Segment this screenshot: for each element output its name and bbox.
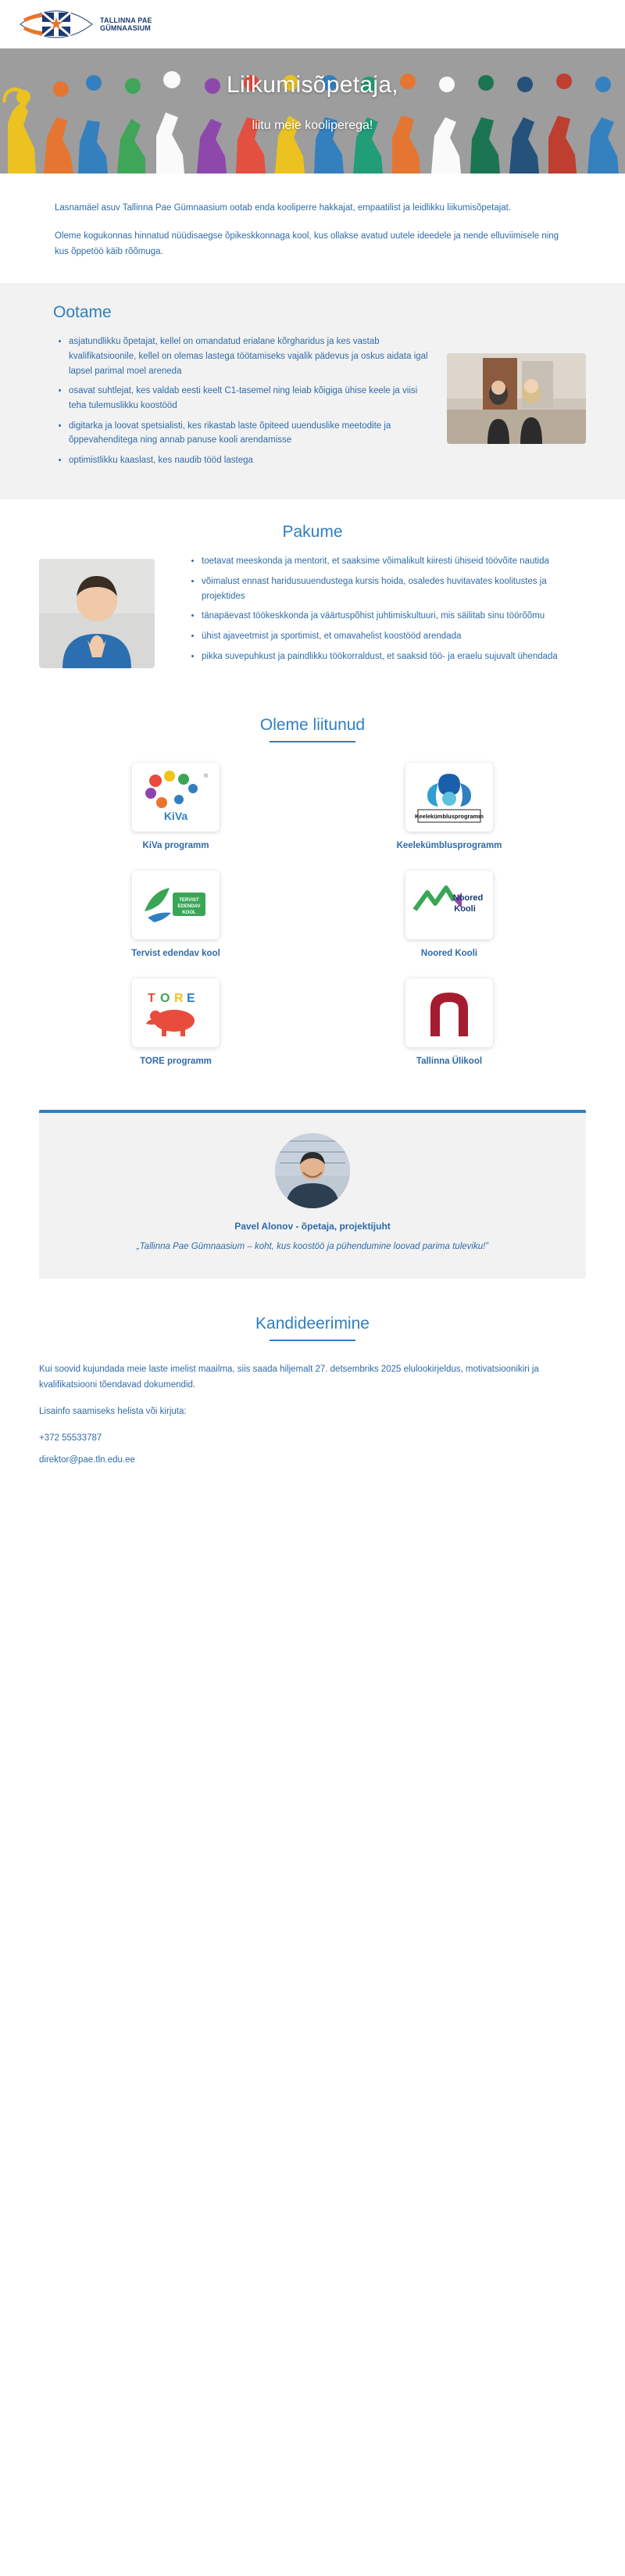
- testimonial-name: Pavel Alonov - õpetaja, projektijuht: [234, 1221, 391, 1233]
- testimonial-quote: „Tallinna Pae Gümnaasium – koht, kus koostöö ja pühendumine loovad parima tuleviku!”: [136, 1242, 489, 1252]
- school-crest-icon: [19, 6, 94, 42]
- hero-text: [0, 48, 625, 133]
- offer-title: Pakume: [282, 523, 343, 542]
- intro-paragraph-1: Lasnamäel asuv Tallinna Pae Gümnaasium ootab enda kooliperre hakkajat, empaatilist ja leidlikku liikumisõpetajat.: [55, 203, 512, 213]
- partner-logo-card: [132, 763, 220, 832]
- svg-text:KiVa: KiVa: [163, 810, 188, 823]
- partner-logo-card: [405, 871, 493, 939]
- student-photo: [39, 559, 155, 668]
- partner-label: KiVa programm: [142, 841, 209, 851]
- testimonial-section: [0, 1089, 625, 1307]
- testimonial-card: [39, 1110, 586, 1279]
- email-link[interactable]: direktor@pae.tln.edu.ee: [39, 1455, 135, 1465]
- svg-text:O: O: [160, 992, 170, 1006]
- hero-subtitle: liitu meie kooliperega!: [252, 119, 373, 132]
- offer-section: [0, 499, 625, 696]
- partner-item[interactable]: [86, 871, 266, 958]
- partner-item[interactable]: [86, 763, 266, 850]
- partner-logo-card: [405, 979, 493, 1047]
- keelekumblus-logo-icon: [410, 767, 488, 827]
- svg-text:R: R: [174, 992, 184, 1006]
- list-item: • võimalust ennast haridusuuendustega kursis hoida, osaledes huvitavates koolitustes ja projektides: [202, 574, 586, 603]
- kiva-logo-icon: [138, 768, 213, 826]
- partner-label: Tallinna Ülikool: [416, 1057, 483, 1067]
- phone-link[interactable]: +372 55533787: [39, 1433, 102, 1444]
- list-item: • asjatundlikku õpetajat, kellel on omandatud erialane kõrgharidus ja kes vastab kvalifikatsioonile, kellel on olemas lastega töötamiseks vajalik pädevus ja oskus aidata igal lapsel parimal moel areneda: [69, 335, 431, 378]
- apply-section: [0, 1307, 625, 1506]
- svg-text:KOOL: KOOL: [182, 911, 196, 916]
- title-underline: [270, 1340, 355, 1341]
- partner-item[interactable]: [359, 763, 539, 850]
- partners-grid: [39, 763, 586, 1066]
- list-item: • pikka suvepuhkust ja paindlikku töökorraldust, et saaksid töö- ja eraelu sujuvalt ühendada: [202, 649, 586, 664]
- hero-title: Liikumisõpetaja,: [227, 72, 398, 98]
- hero-banner: [0, 48, 625, 174]
- list-item: • digitarka ja loovat spetsialisti, kes rikastab laste õpiteed uuenduslike meetodite ja õppevahenditega ning annab panuse kooli arendamisse: [69, 419, 431, 448]
- expectations-section: [0, 283, 625, 499]
- svg-text:Kooli: Kooli: [454, 904, 476, 914]
- site-header: [0, 0, 625, 48]
- tervist-edendav-kool-logo-icon: [138, 877, 213, 933]
- avatar: [275, 1133, 350, 1208]
- portrait-photo: [275, 1133, 350, 1208]
- logo-text: TALLINNA PAE GÜMNAASIUM: [100, 16, 152, 32]
- tore-logo-icon: [138, 985, 213, 1041]
- intro-section: [0, 174, 625, 283]
- partner-label: Tervist edendav kool: [131, 949, 220, 959]
- expectations-title: Ootame: [53, 303, 112, 322]
- offer-photo: [39, 559, 155, 668]
- svg-text:EDENDAV: EDENDAV: [177, 904, 201, 910]
- partner-item[interactable]: [359, 979, 539, 1066]
- list-item: • osavat suhtlejat, kes valdab eesti keelt C1-tasemel ning leiab kõigiga ühise keele ja viisi teha tulemuslikku koostööd: [69, 384, 431, 413]
- apply-title: Kandideerimine: [255, 1314, 370, 1333]
- list-item: • tänapäevast töökeskkonda ja väärtuspõhist juhtimiskultuuri, mis säilitab sinu töörõõmu: [202, 609, 586, 624]
- list-item: • toetavat meeskonda ja mentorit, et saaksime võimalikult kiiresti ühiseid töövõite nautida: [202, 554, 586, 569]
- svg-text:Keelekümblusprogramm: Keelekümblusprogramm: [415, 813, 484, 821]
- offer-list: [172, 554, 586, 669]
- teachers-photo: [447, 353, 586, 444]
- svg-text:®: ®: [204, 774, 209, 780]
- noored-kooli-logo-icon: [410, 880, 488, 930]
- partner-item[interactable]: [359, 871, 539, 958]
- svg-text:Noored: Noored: [452, 893, 484, 903]
- title-underline: [270, 741, 355, 742]
- partners-title: Oleme liitunud: [259, 716, 366, 735]
- intro-paragraph-2: Oleme kogukonnas hinnatud nüüdisaegse õpikeskkonnaga kool, kus ollakse avatud uutele ideedele ja nende elluviimisele ning kus õppetöö käib rõõmuga.: [55, 231, 559, 257]
- list-item: • optimistlikku kaaslast, kes naudib tööd lastega: [69, 453, 431, 468]
- tallinna-ulikool-logo-icon: [418, 985, 480, 1041]
- expectations-list: [39, 335, 431, 473]
- logo[interactable]: [19, 6, 194, 42]
- svg-text:TERVIST: TERVIST: [179, 898, 199, 903]
- list-item: • ühist ajaveetmist ja sportimist, et omavahelist koostööd arendada: [202, 629, 586, 644]
- partner-label: Noored Kooli: [420, 949, 478, 959]
- partners-section: [0, 696, 625, 1089]
- expectations-photo: [447, 353, 586, 444]
- apply-paragraph-1: Kui soovid kujundada meie laste imelist maailma, siis saada hiljemalt 27. detsembriks 2025 elulookirjeldus, motivatsioonikiri ja kvalifikatsiooni tõendavad dokumendid.: [39, 1364, 539, 1390]
- partner-label: TORE programm: [140, 1057, 212, 1067]
- partner-item[interactable]: [86, 979, 266, 1066]
- partner-logo-card: [132, 979, 220, 1047]
- apply-paragraph-2: Lisainfo saamiseks helista või kirjuta:: [39, 1406, 187, 1416]
- svg-text:E: E: [187, 992, 195, 1006]
- partner-logo-card: [132, 871, 220, 939]
- svg-text:T: T: [148, 992, 155, 1006]
- partner-logo-card: [405, 763, 493, 832]
- partner-label: Keelekümblusprogramm: [396, 841, 502, 851]
